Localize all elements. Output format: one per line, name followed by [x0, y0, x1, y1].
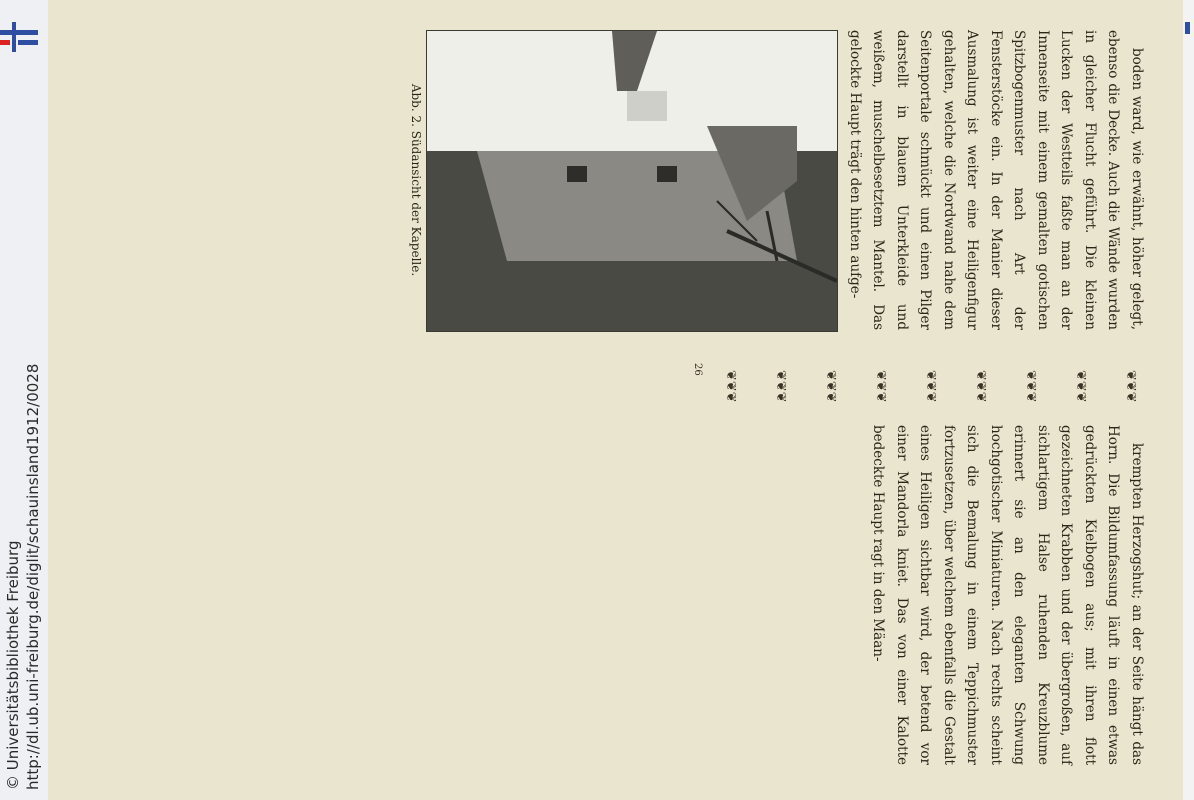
viewer-right-edge [1183, 0, 1194, 800]
edge-marker-icon [1185, 22, 1190, 34]
ornament: ❦❦❦ [873, 370, 888, 403]
library-logo-icon[interactable] [0, 30, 38, 46]
ornament: ❦❦❦ [923, 370, 938, 403]
chapel-photo-image [427, 31, 837, 331]
ornament: ❦❦❦ [823, 370, 838, 403]
ornament: ❦❦❦ [973, 370, 988, 403]
page-url[interactable]: http://dl.ub.uni-freiburg.de/diglit/schauinsland1912/0028 [24, 363, 42, 790]
ornament: ❦❦❦ [723, 370, 738, 403]
ornament: ❦❦❦ [1023, 370, 1038, 403]
photo-caption: Abb. 2. Südansicht der Kapelle. [409, 83, 423, 277]
text-column-upper-left [843, 30, 1149, 330]
ornament: ❦❦❦ [1123, 370, 1138, 403]
viewer-left-margin [0, 0, 48, 800]
paragraph: boden ward, wie erwähnt, höher gelegt, ebenso die Decke. Auch die Wände wurden in gleicher Flucht geführt. Die kleinen Lucken der Westteils faßte man an der Innenseite mit einem gemalten gotischen Spitzbogenmuster nach Art der Fensterstöcke ein. In der Manier dieser Ausmalung ist weiter eine Heiligenfigur gehalten, welche die Nordwand nahe dem Seitenportale schmückt und einen Pilger darstellt in blauem Unterkleide und weißem, muschelbesetztem Mantel. Das gelockte Haupt trägt den hinten aufge- [847, 30, 1145, 330]
rotated-page-content [88, 30, 1148, 770]
text-column-upper-right [866, 425, 1148, 765]
ornament: ❦❦❦ [1073, 370, 1088, 403]
copyright-notice: © Universitätsbibliothek Freiburg [4, 540, 22, 790]
paragraph: krempten Herzogshut; an der Seite hängt das Horn. Die Bildumfassung läuft in einen etwas gedrückten Kielbogen aus; mit ihren flott gezeichneten Krabben und der übergroßen, auf sichlartigem Halse ruhenden Kreuzblume erinnert sie an den eleganten Schwung hochgotischer Miniaturen. Nach rechts scheint sich die Bemalung in einem Teppichmuster fortzusetzen, über welchem ebenfalls die Gestalt eines Heiligen sichtbar wird, der betend vor einer Mandorla kniet. Das von einer Kalotte bedeckte Haupt ragt in den Mäan- [870, 425, 1145, 765]
chapel-photograph [426, 30, 838, 332]
ornament: ❦❦❦ [773, 370, 788, 403]
page-number: 26 [692, 363, 703, 376]
ornament-divider [88, 370, 1148, 403]
scanned-page [48, 0, 1183, 800]
